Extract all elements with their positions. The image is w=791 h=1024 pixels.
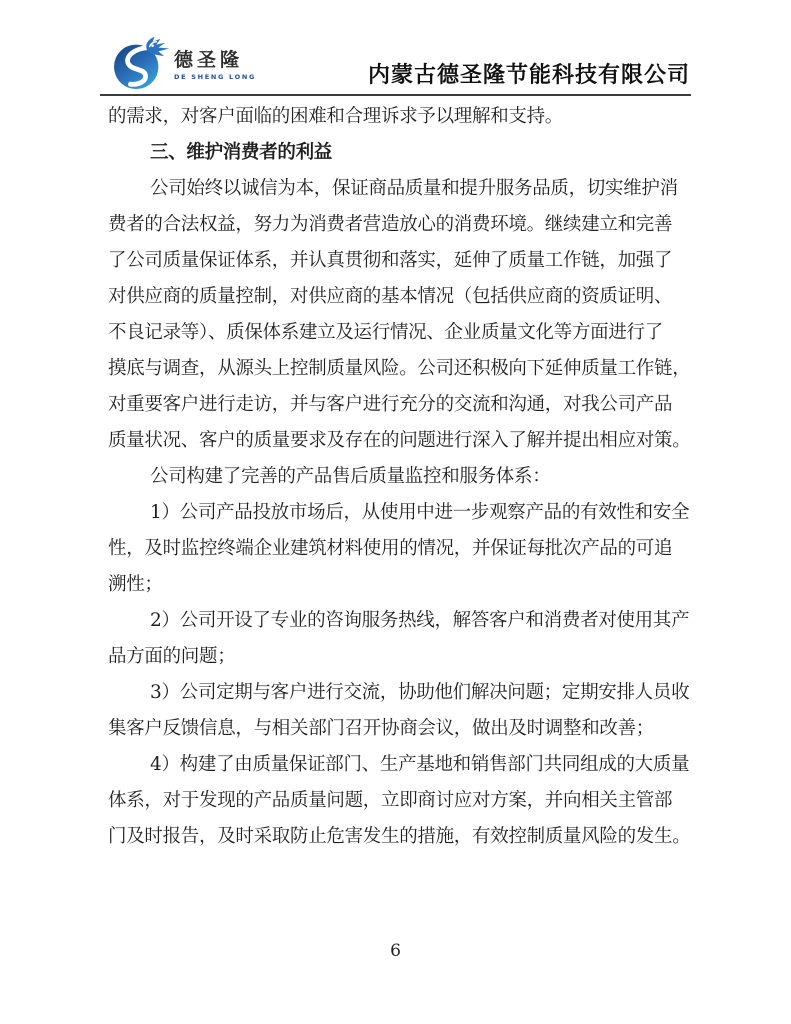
dragon-s-emblem-icon xyxy=(112,34,172,90)
text-line: 三、维护消费者的利益 xyxy=(150,142,333,163)
text-line: 体系，对于发现的产品质量问题，立即商讨应对方案，并向相关主管部 xyxy=(108,790,673,811)
logo-name-cn: 德圣隆 xyxy=(174,49,244,71)
header-divider xyxy=(100,94,691,96)
text-line: 质量状况、客户的质量要求及存在的问题进行深入了解并提出相应对策。 xyxy=(108,430,691,451)
text-line: 3）公司定期与客户进行交流，协助他们解决问题；定期安排人员收 xyxy=(150,682,690,703)
text-line: 对供应商的质量控制，对供应商的基本情况（包括供应商的资质证明、 xyxy=(108,286,673,307)
text-line: 不良记录等）、质保体系建立及运行情况、企业质量文化等方面进行了 xyxy=(108,322,663,343)
text-line: 品方面的问题； xyxy=(108,646,236,667)
text-line: 的需求，对客户面临的困难和合理诉求予以理解和支持。 xyxy=(108,106,564,127)
company-name: 内蒙古德圣隆节能科技有限公司 xyxy=(367,62,690,88)
text-line: 对重要客户进行走访，并与客户进行充分的交流和沟通，对我公司产品 xyxy=(108,394,673,415)
text-line: 了公司质量保证体系，并认真贯彻和落实，延伸了质量工作链，加强了 xyxy=(108,250,673,271)
page-number: 6 xyxy=(390,941,401,961)
text-line: 公司构建了完善的产品售后质量监控和服务体系： xyxy=(150,466,551,487)
text-line: 性，及时监控终端企业建筑材料使用的情况，并保证每批次产品的可追 xyxy=(108,538,673,559)
text-line: 门及时报告，及时采取防止危害发生的措施，有效控制质量风险的发生。 xyxy=(108,826,691,847)
text-line: 公司始终以诚信为本，保证商品质量和提升服务品质，切实维护消 xyxy=(150,178,678,199)
text-line: 费者的合法权益，努力为消费者营造放心的消费环境。继续建立和完善 xyxy=(108,214,673,235)
text-line: 1）公司产品投放市场后，从使用中进一步观察产品的有效性和安全 xyxy=(150,502,690,523)
company-logo xyxy=(112,34,256,90)
logo-text xyxy=(174,51,256,81)
page-footer xyxy=(0,941,791,961)
logo-name-en: DE SHENG LONG xyxy=(174,73,257,81)
document-body xyxy=(108,99,690,855)
text-line: 溯性； xyxy=(108,574,163,595)
text-line: 集客户反馈信息，与相关部门召开协商会议，做出及时调整和改善； xyxy=(108,718,655,739)
text-line: 摸底与调查，从源头上控制质量风险。公司还积极向下延伸质量工作链， xyxy=(108,358,691,379)
text-line: 4）构建了由质量保证部门、生产基地和销售部门共同组成的大质量 xyxy=(150,754,690,775)
text-line: 2）公司开设了专业的咨询服务热线，解答客户和消费者对使用其产 xyxy=(150,610,690,631)
